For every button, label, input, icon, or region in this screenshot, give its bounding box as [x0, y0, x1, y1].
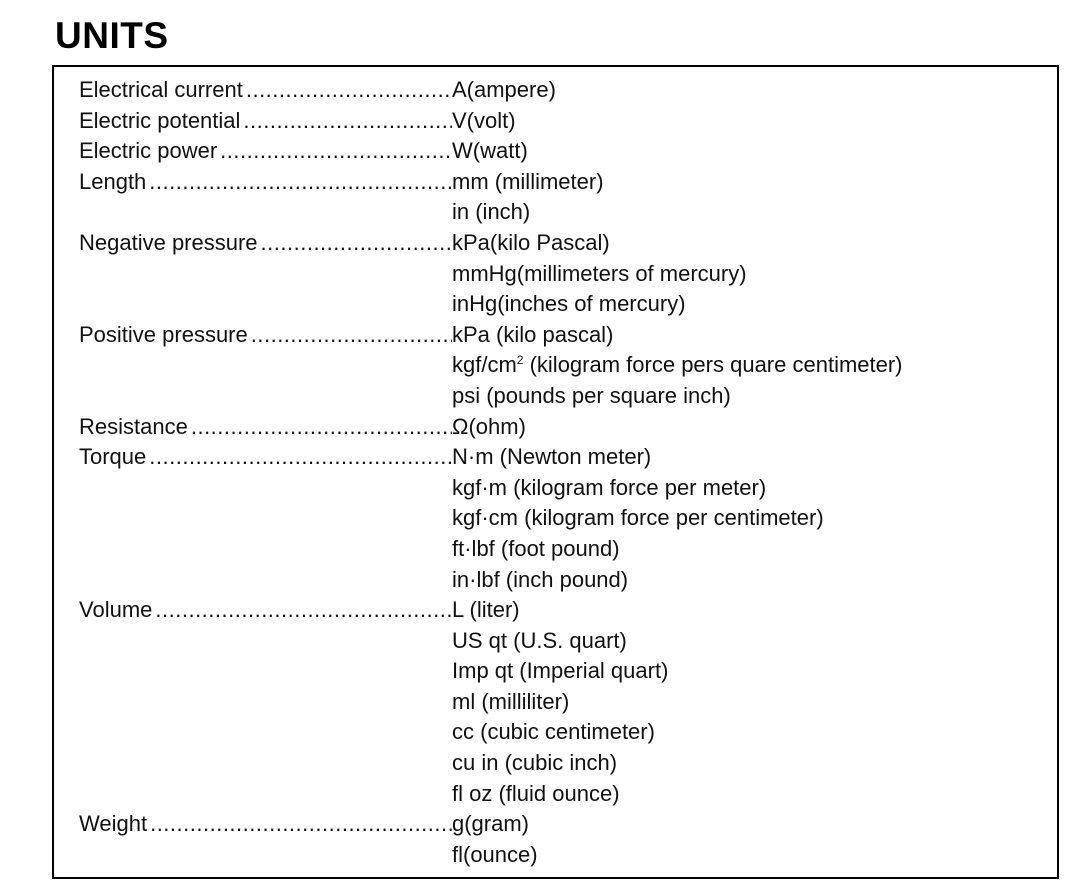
- quantity-row-length: [79, 167, 1039, 228]
- leader-dots: [251, 320, 452, 351]
- unit-list: [452, 136, 528, 167]
- quantity-row-resistance: [79, 412, 1039, 443]
- unit-list: [452, 595, 668, 809]
- unit-item: g(gram): [452, 811, 530, 837]
- quantity-row-electric-power: [79, 136, 1039, 167]
- unit-item: ft·lbf (foot pound): [452, 535, 620, 561]
- unit-item: kPa(kilo Pascal): [452, 229, 610, 255]
- unit-list: [452, 320, 903, 412]
- quantity-row-weight: [79, 809, 1039, 870]
- quantity-name: Volume: [79, 597, 153, 623]
- quantity-label: [79, 412, 452, 443]
- quantity-row-electric-potential: [79, 106, 1039, 137]
- unit-item: kgf·cm (kilogram force per centimeter): [452, 505, 824, 531]
- unit-item: in (inch): [452, 199, 531, 225]
- quantity-label: [79, 228, 452, 259]
- quantity-label: [79, 809, 452, 840]
- unit-item: Ω(ohm): [452, 413, 526, 439]
- leader-dots: [149, 167, 452, 198]
- unit-item: Imp qt (Imperial quart): [452, 658, 669, 684]
- leader-dots: [149, 442, 452, 473]
- unit-item: cu in (cubic inch): [452, 750, 618, 776]
- unit-item: N·m (Newton meter): [452, 444, 652, 470]
- page-title: UNITS: [55, 15, 169, 56]
- unit-item: fl oz (fluid ounce): [452, 780, 620, 806]
- quantity-label: [79, 75, 452, 106]
- quantity-row-volume: [79, 595, 1039, 809]
- leader-dots: [243, 106, 452, 137]
- unit-item: kgf·m (kilogram force per meter): [452, 474, 767, 500]
- unit-list: [452, 412, 526, 443]
- quantity-label: [79, 136, 452, 167]
- quantity-label: [79, 106, 452, 137]
- leader-dots: [220, 136, 452, 167]
- quantity-row-electrical-current: [79, 75, 1039, 106]
- leader-dots: [246, 75, 452, 106]
- unit-item: inHg(inches of mercury): [452, 291, 686, 317]
- units-table: [52, 65, 1059, 879]
- quantity-name: Weight: [79, 811, 148, 837]
- unit-list: [452, 809, 538, 870]
- units-list: [79, 75, 1039, 870]
- unit-item: kPa (kilo pascal): [452, 321, 614, 347]
- unit-item: V(volt): [452, 107, 516, 133]
- unit-item: mmHg(millimeters of mercury): [452, 260, 747, 286]
- quantity-name: Electrical current: [79, 77, 243, 102]
- quantity-row-positive-pressure: [79, 320, 1039, 412]
- unit-list: [452, 442, 824, 595]
- unit-list: [452, 228, 747, 320]
- quantity-name: Torque: [79, 444, 147, 470]
- unit-item: mm (millimeter): [452, 168, 604, 194]
- quantity-name: Electric power: [79, 138, 218, 164]
- unit-item: cc (cubic centimeter): [452, 719, 655, 745]
- quantity-name: Negative pressure: [79, 229, 258, 255]
- unit-item: kgf/$cm^2$ (kilogram force pers quare centimeter): [452, 352, 903, 378]
- quantity-name: Positive pressure: [79, 321, 248, 347]
- leader-dots: [150, 809, 452, 840]
- quantity-label: [79, 595, 452, 626]
- quantity-row-torque: [79, 442, 1039, 595]
- leader-dots: [191, 412, 452, 443]
- unit-item: W(watt): [452, 138, 528, 164]
- superscript-two: 2: [516, 353, 524, 368]
- leader-dots: [261, 228, 452, 259]
- unit-list: [452, 75, 556, 106]
- quantity-name: Electric potential: [79, 107, 241, 133]
- unit-item: in·lbf (inch pound): [452, 566, 629, 592]
- unit-item: L (liter): [452, 597, 520, 623]
- unit-item: US qt (U.S. quart): [452, 627, 627, 653]
- quantity-label: [79, 442, 452, 473]
- unit-item: psi (pounds per square inch): [452, 382, 731, 408]
- quantity-name: Resistance: [79, 413, 188, 439]
- unit-item: fl(ounce): [452, 841, 538, 867]
- unit-item: A(ampere): [452, 77, 556, 102]
- quantity-name: Length: [79, 168, 147, 194]
- leader-dots: [155, 595, 452, 626]
- quantity-label: [79, 320, 452, 351]
- unit-item: ml (milliliter): [452, 688, 570, 714]
- quantity-row-negative-pressure: [79, 228, 1039, 320]
- quantity-label: [79, 167, 452, 198]
- unit-list: [452, 106, 516, 137]
- unit-list: [452, 167, 604, 228]
